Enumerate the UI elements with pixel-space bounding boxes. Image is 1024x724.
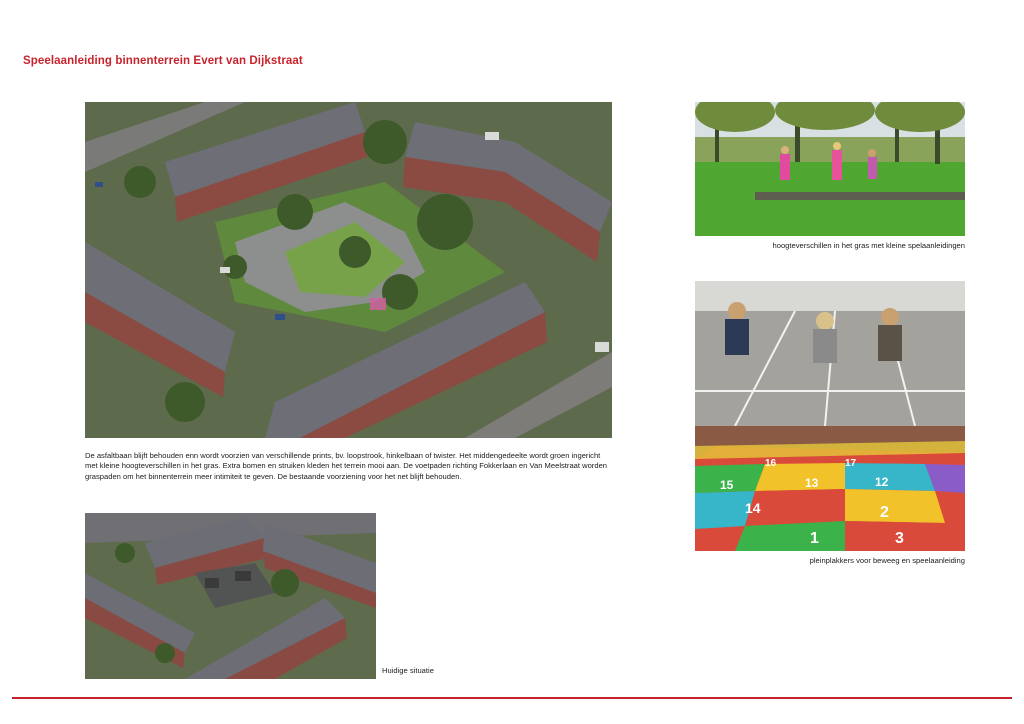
plakker-number: 13 (805, 476, 819, 490)
plakker-number: 14 (745, 500, 761, 516)
plakker-number: 15 (720, 478, 734, 492)
description-text: De asfaltbaan blijft behouden enn wordt voorzien van verschillende prints, bv. loopstrook, hinkelbaan of twister. Het middengedeelte wordt groen ingericht met kleine hoogteverschillen in het gras. Extra bomen en struiken kleden het terrein mooi aan. De voetpaden richting Fokkerlaan en Van Meelstraat worden graspaden om het binnenterrein meer intimiteit te geven. De bestaande voorziening voor het net blijft behouden. (85, 451, 608, 481)
plakker-caption: pleinplakkers voor beweeg en speelaanleiding (809, 556, 965, 565)
current-situation-caption: Huidige situatie (382, 666, 434, 675)
plakker-number: 3 (895, 530, 904, 547)
plakker-number: 1 (810, 530, 819, 547)
current-situation-photo (85, 513, 376, 679)
main-aerial-photo (85, 102, 612, 438)
plakker-number: 12 (875, 475, 889, 489)
plakker-number: 2 (880, 504, 889, 521)
grass-play-caption: hoogteverschillen in het gras met kleine spelaanleidingen (772, 241, 965, 250)
page-title: Speelaanleiding binnenterrein Evert van Dijkstraat (23, 55, 303, 67)
plakker-number: 17 (845, 458, 857, 469)
plakker-photo (695, 281, 965, 551)
plakker-number: 16 (765, 458, 777, 469)
footer-divider (12, 697, 1012, 699)
grass-play-photo (695, 102, 965, 236)
